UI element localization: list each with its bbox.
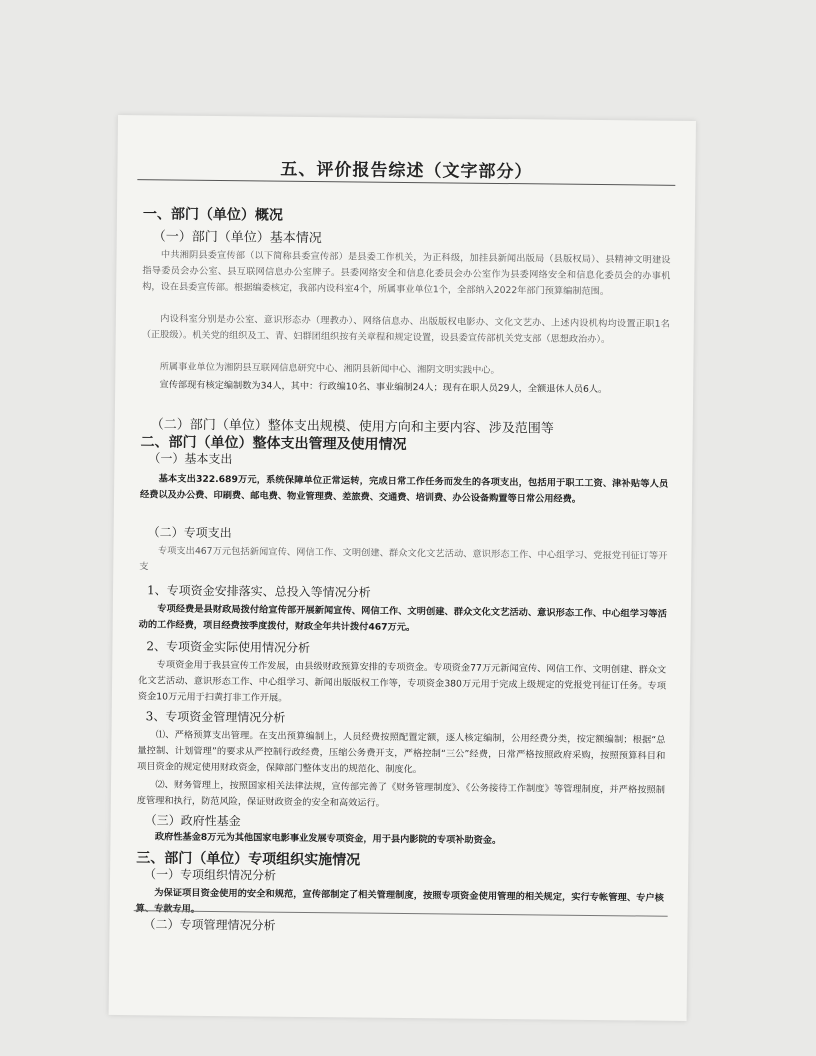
section-2-subheading-1: （一）基本支出 <box>148 451 233 467</box>
section-2-paragraph-7: 政府性基金8万元为其他国家电影事业发展专项资金，用于县内影院的专项补助资金。 <box>154 831 502 847</box>
page-title: 五、评价报告综述（文字部分） <box>280 159 533 183</box>
section-1-subheading-1: （一）部门（单位）基本情况 <box>152 229 322 247</box>
section-1-paragraph-2: 内设科室分别是办公室、意识形态办（理教办）、网络信息办、出版版权电影办、文化文艺办、上述内设机构均设置正职1名（正股级）。机关党的组织及工、青、妇群团组织按有关章程和规定设置，设县委宣传部机关党支部（思想政治办）。 <box>141 313 670 346</box>
section-2-paragraph-4: 专项资金用于我县宣传工作发展，由县级财政预算安排的专项资金。专项资金77万元新闻宣传、网信工作、文明创建、群众文化文艺活动、意识形态工作、中心组学习、新闻出版版权工作等，专项资金380万元用于完成上级规定的党报党刊征订任务。专项资金10万元用于扫黄打非工作开展。 <box>137 659 667 704</box>
section-2-subheading-3: （三）政府性基金 <box>144 813 241 829</box>
section-2-paragraph-5: ⑴、严格预算支出管理。在支出预算编制上，人员经费按照配置定额，逐人核定编制，公用经费分类，按定额编制；根据“总量控制、计划管理”的要求从严控制行政经费，压缩公务费开支，严格控制“三公”经费，日常严格按照政府采购，按照预算科目和项目资金的规定使用财政资金，保障部门整体支出的规范化、制度化。 <box>137 729 666 776</box>
section-2-paragraph-6: ⑵、财务管理上，按照国家相关法律法规，宣传部完善了《财务管理制度》、《公务接待工作制度》等管理制度，并严格按照制度管理和执行，防范风险，保证财政资金的安全和高效运行。 <box>136 779 666 809</box>
section-3-subheading-2: （二）专项管理情况分析 <box>143 917 276 933</box>
section-2-heading: 二、部门（单位）整体支出管理及使用情况 <box>140 434 407 454</box>
section-1-paragraph-1: 中共湘阴县委宣传部（以下简称县委宣传部）是县委工作机关，为正科级，加挂县新闻出版局（县版权局）、县精神文明建设指导委员会办公室、县互联网信息办公室牌子。县委网络安全和信息化委员会办公室作为县委网络安全和信息化委员会的办事机构，设在县委宣传部。根据编委核定，我部内设科室4个，所属事业单位1个，全部纳入2022年部门预算编制范围。 <box>142 249 671 298</box>
section-1-heading: 一、部门（单位）概况 <box>142 206 284 224</box>
section-2-subheading-2: （二）专项支出 <box>147 525 232 541</box>
section-2-paragraph-3: 专项经费是县财政局拨付给宣传部开展新闻宣传、网信工作、文明创建、群众文化文艺活动、意识形态工作、中心组学习等活动的工作经费，项目经费按季度拨付，财政全年共计拨付467万元。 <box>138 603 667 634</box>
section-2-paragraph-1: 基本支出322.689万元，系统保障单位正常运转，完成日常工作任务而发生的各项支出，包括用于职工工资、津补贴等人员经费以及办公费、印刷费、邮电费、物业管理费、差旅费、交通费、培训费、办公设备购置等日常公用经费。 <box>139 473 669 505</box>
section-1-subheading-2: （二）部门（单位）整体支出规模、使用方向和主要内容、涉及范围等 <box>150 417 554 437</box>
document-page <box>109 115 696 1021</box>
section-2-item-3: 3、专项资金管理情况分析 <box>145 709 286 725</box>
section-2-item-1: 1、专项资金安排落实、总投入等情况分析 <box>146 583 371 600</box>
section-2-item-2: 2、专项资金实际使用情况分析 <box>146 639 311 656</box>
section-2-paragraph-2: 专项支出467万元包括新闻宣传、网信工作、文明创建、群众文化文艺活动、意识形态工作、中心组学习、党报党刊征订等开支 <box>139 545 668 573</box>
section-3-heading: 三、部门（单位）专项组织实施情况 <box>136 850 361 869</box>
section-1-paragraph-3: 所属事业单位为湘阴县互联网信息研究中心、湘阴县新闻中心、湘阴文明实践中心。 <box>159 361 500 376</box>
section-3-subheading-1: （一）专项组织情况分析 <box>143 867 277 883</box>
section-3-paragraph-1: 为保证项目资金使用的安全和规范，宣传部制定了相关管理制度，按照专项资金使用管理的相关规定，实行专帐管理、专户核算、专款专用。 <box>135 887 664 915</box>
section-1-paragraph-4: 宣传部现有核定编制数为34人，其中：行政编10名、事业编制24人；现有在职人员29人，全额退休人员6人。 <box>159 379 608 396</box>
